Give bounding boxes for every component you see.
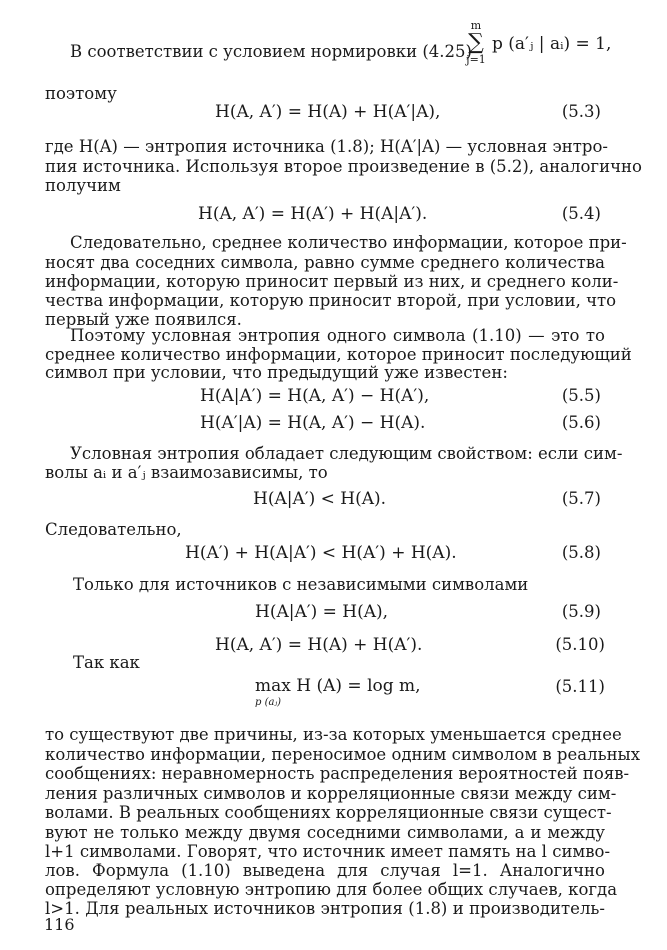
- normalization-expression: p (a′ⱼ | aᵢ) = 1,: [492, 34, 612, 54]
- equation-5-7: H(A|A′) < H(A).: [253, 489, 387, 509]
- paragraph-line: волы aᵢ и a′ⱼ взаимозависимы, то: [45, 463, 328, 482]
- paragraph-line: Условная энтропия обладает следующим свойством: если сим-: [70, 444, 623, 463]
- equation-5-8: H(A′) + H(A|A′) < H(A′) + H(A).: [185, 543, 457, 563]
- paragraph-line: первый уже появился.: [45, 310, 242, 329]
- equation-number-5-6: (5.6): [561, 413, 601, 432]
- paragraph-line: l>1. Для реальных источников энтропия (1.8) и производитель-: [45, 899, 605, 918]
- equation-5-3: H(A, A′) = H(A) + H(A′|A),: [215, 102, 441, 122]
- paragraph-line: Следовательно,: [45, 520, 182, 539]
- paragraph-line: ления различных символов и корреляционные связи между сим-: [45, 784, 617, 803]
- sum-upper-limit: m: [470, 19, 482, 32]
- sigma-glyph: ∑: [468, 30, 484, 55]
- equation-5-11-subscript: p (aⱼ): [255, 697, 281, 708]
- paragraph-line: Следовательно, среднее количество информации, которое при-: [70, 233, 627, 252]
- summation-symbol: [462, 20, 490, 66]
- paragraph-line: l+1 символами. Говорят, что источник имеет память на l симво-: [45, 842, 611, 861]
- page-number: 116: [44, 915, 75, 934]
- paragraph-line: информации, которую приносит первый из них, и среднего коли-: [45, 272, 619, 291]
- paragraph-line: количество информации, переносимое одним символом в реальных: [45, 745, 640, 764]
- equation-5-6: H(A′|A) = H(A, A′) − H(A).: [200, 413, 426, 433]
- paragraph-line: сообщениях: неравномерность распределения вероятностей появ-: [45, 764, 630, 783]
- equation-number-5-5: (5.5): [561, 386, 601, 405]
- equation-number-5-9: (5.9): [561, 602, 601, 621]
- paragraph-line: Так как: [73, 653, 140, 672]
- paragraph-line: Только для источников с независимыми символами: [73, 575, 529, 594]
- equation-number-5-4: (5.4): [561, 204, 601, 223]
- paragraph-line: определяют условную энтропию для более общих случаев, когда: [45, 880, 618, 899]
- equation-number-5-8: (5.8): [561, 543, 601, 562]
- equation-number-5-11: (5.11): [555, 677, 605, 696]
- equation-number-5-7: (5.7): [561, 489, 601, 508]
- paragraph-line: то существуют две причины, из-за которых уменьшается среднее: [45, 725, 622, 744]
- equation-5-9: H(A|A′) = H(A),: [255, 602, 389, 622]
- paragraph-line: волами. В реальных сообщениях корреляционные связи сущест-: [45, 803, 612, 822]
- paragraph-line: Поэтому условная энтропия одного символа (1.10) — это то: [70, 326, 605, 345]
- paragraph-line: лов. Формула (1.10) выведена для случая l=1. Аналогично: [45, 861, 605, 880]
- intro-text: В соответствии с условием нормировки (4.25): [70, 42, 472, 61]
- paragraph-line: получим: [45, 176, 121, 195]
- equation-5-10: H(A, A′) = H(A) + H(A′).: [215, 635, 423, 655]
- paragraph-line: вуют не только между двумя соседними символами, а и между: [45, 823, 605, 842]
- intro-line-2: поэтому: [45, 84, 117, 103]
- equation-5-4: H(A, A′) = H(A′) + H(A|A′).: [198, 204, 428, 224]
- equation-5-5: H(A|A′) = H(A, A′) − H(A′),: [200, 386, 430, 406]
- equation-5-11: max H (A) = log m,: [255, 676, 421, 696]
- sum-lower-limit: j=1: [466, 53, 486, 66]
- paragraph-line: чества информации, которую приносит второй, при условии, что: [45, 291, 617, 310]
- paragraph-line: пия источника. Используя второе произведение в (5.2), аналогично: [45, 157, 642, 176]
- equation-number-5-3: (5.3): [561, 102, 601, 121]
- paragraph-line: носят два соседних символа, равно сумме среднего количества: [45, 253, 605, 272]
- paragraph-line: среднее количество информации, которое приносит последующий: [45, 345, 632, 364]
- equation-number-5-10: (5.10): [555, 635, 605, 654]
- paragraph-line: символ при условии, что предыдущий уже известен:: [45, 363, 508, 382]
- paragraph-line: где H(A) — энтропия источника (1.8); H(A′|A) — условная энтро-: [45, 137, 608, 156]
